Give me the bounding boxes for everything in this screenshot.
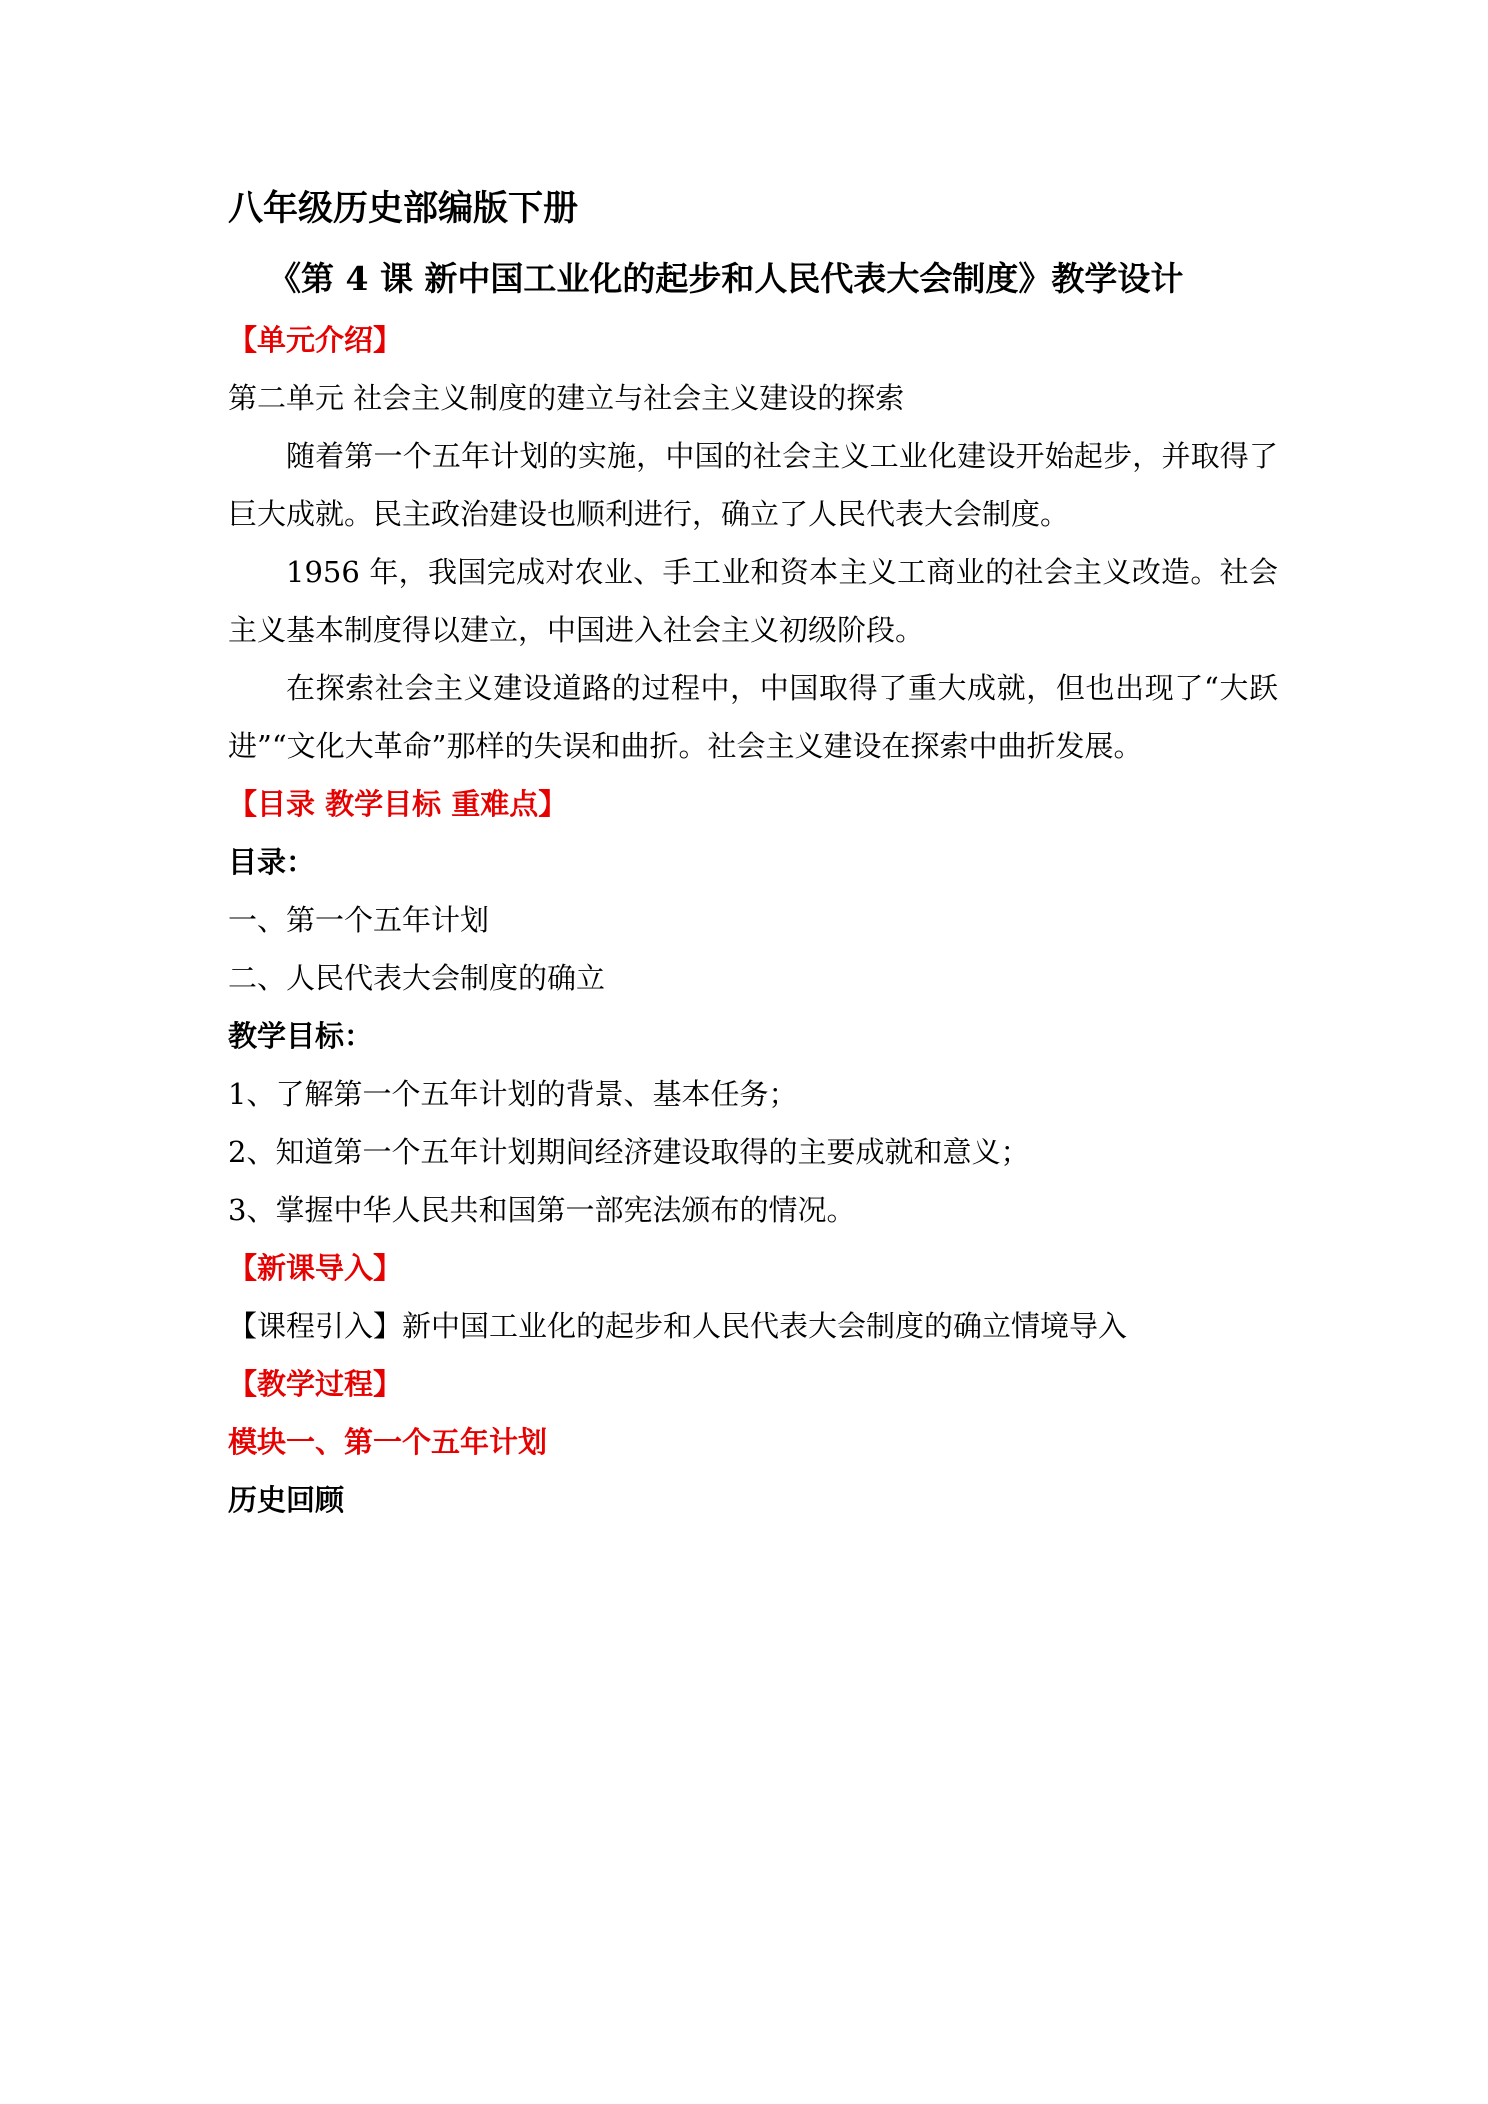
toc-label: 目录： [228, 845, 316, 879]
goals-label: 教学目标： [228, 1019, 374, 1053]
module-title: 模块一、第一个五年计划 [228, 1425, 548, 1459]
toc-section-heading: 【目录 教学目标 重难点】 [228, 787, 568, 821]
unit-name: 第二单元 社会主义制度的建立与社会主义建设的探索 [228, 381, 905, 415]
toc-item: 一、第一个五年计划 [228, 903, 490, 937]
sub-title: 历史回顾 [228, 1483, 345, 1517]
goal-item: 2、知道第一个五年计划期间经济建设取得的主要成就和意义； [228, 1135, 1030, 1169]
grade-title: 八年级历史部编版下册 [228, 188, 579, 229]
goal-item: 1、了解第一个五年计划的背景、基本任务； [228, 1077, 798, 1111]
intro-section-heading: 【新课导入】 [228, 1251, 403, 1285]
unit-paragraph-2: 1956 年，我国完成对农业、手工业和资本主义工商业的社会主义改造。社会主义基本制度得以建立，中国进入社会主义初级阶段。 [228, 555, 1278, 647]
intro-text: 【课程引入】新中国工业化的起步和人民代表大会制度的确立情境导入 [228, 1309, 1128, 1343]
toc-item: 二、人民代表大会制度的确立 [228, 961, 606, 995]
goal-item: 3、掌握中华人民共和国第一部宪法颁布的情况。 [228, 1193, 856, 1227]
process-section-heading: 【教学过程】 [228, 1367, 403, 1401]
unit-paragraph-3: 在探索社会主义建设道路的过程中，中国取得了重大成就，但也出现了“大跃进”“文化大革命”那样的失误和曲折。社会主义建设在探索中曲折发展。 [228, 671, 1278, 763]
unit-paragraph-1: 随着第一个五年计划的实施，中国的社会主义工业化建设开始起步，并取得了巨大成就。民主政治建设也顺利进行，确立了人民代表大会制度。 [228, 439, 1278, 531]
lesson-title: 《第 4 课 新中国工业化的起步和人民代表大会制度》教学设计 [268, 259, 1184, 298]
unit-intro-heading: 【单元介绍】 [228, 323, 403, 357]
